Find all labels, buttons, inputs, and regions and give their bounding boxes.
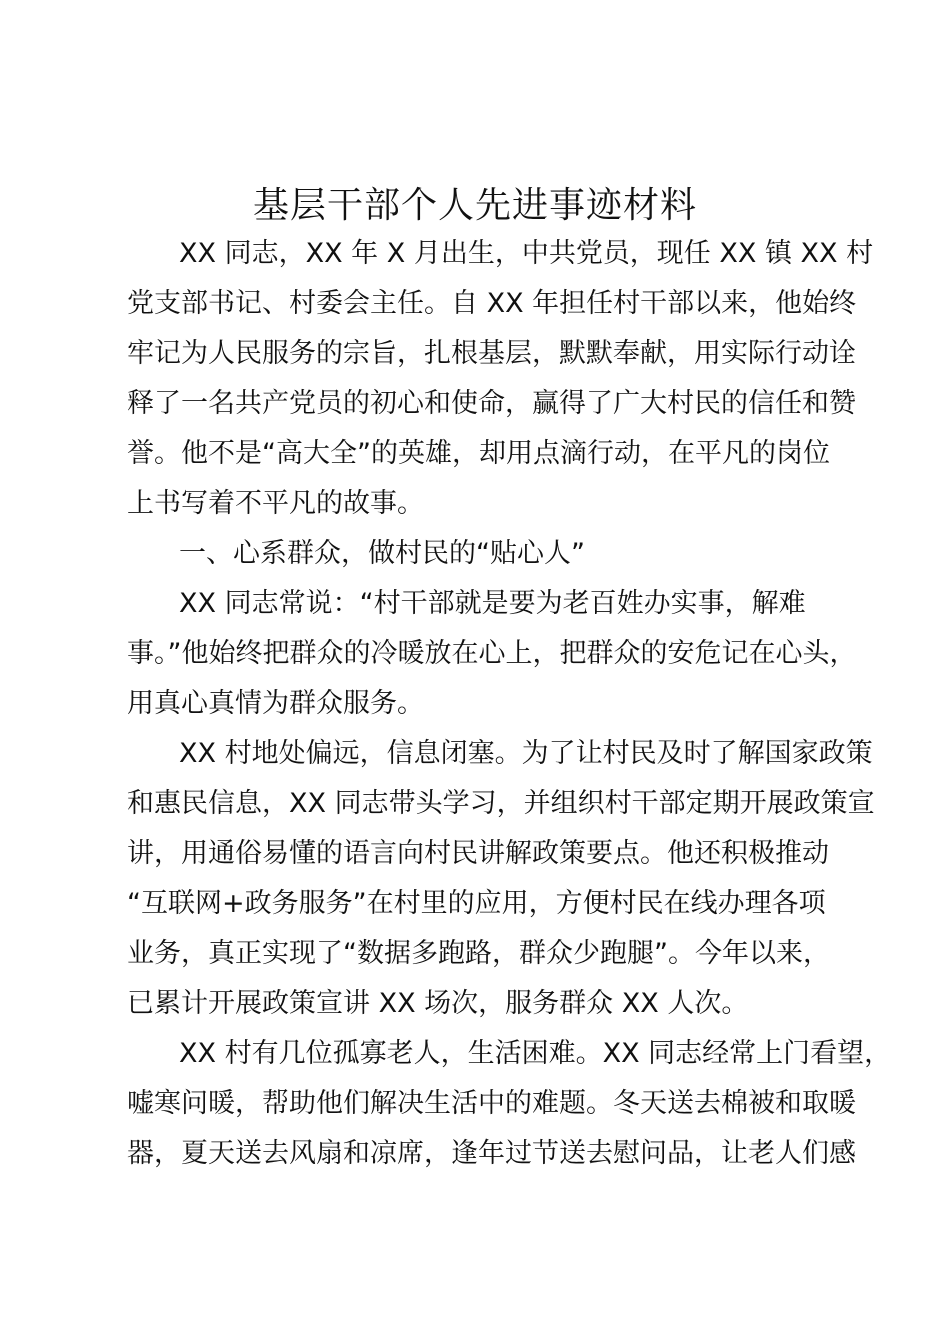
document-title: 基层干部个人先进事迹材料 — [252, 185, 697, 226]
paragraph-line: 牢记为人民服务的宗旨，扎根基层，默默奉献，用实际行动诠 — [127, 338, 856, 369]
paragraph-line: 党支部书记、村委会主任。自 XX 年担任村干部以来，他始终 — [127, 288, 857, 319]
paragraph-line: XX 同志，XX 年 X 月出生，中共党员，现任 XX 镇 XX 村 — [179, 238, 874, 269]
paragraph-line: “互联网+政务服务”在村里的应用，方便村民在线办理各项 — [127, 888, 826, 919]
section-heading: 一、心系群众，做村民的“贴心人” — [179, 538, 585, 569]
paragraph-line: 上书写着不平凡的故事。 — [127, 488, 424, 519]
paragraph-line: XX 村地处偏远，信息闭塞。为了让村民及时了解国家政策 — [179, 738, 873, 769]
paragraph-line: 誉。他不是“高大全”的英雄，却用点滴行动，在平凡的岗位 — [127, 438, 830, 469]
paragraph-line: 释了一名共产党员的初心和使命，赢得了广大村民的信任和赞 — [127, 388, 856, 419]
paragraph-line: 事。”他始终把群众的冷暖放在心上，把群众的安危记在心头， — [127, 638, 857, 669]
paragraph-line: 和惠民信息，XX 同志带头学习，并组织村干部定期开展政策宣 — [127, 788, 875, 819]
paragraph-line: 用真心真情为群众服务。 — [127, 688, 424, 719]
paragraph-line: 业务，真正实现了“数据多跑路，群众少跑腿”。今年以来， — [127, 938, 830, 969]
paragraph-line: 讲，用通俗易懂的语言向村民讲解政策要点。他还积极推动 — [127, 838, 829, 869]
paragraph-line: 嘘寒问暖，帮助他们解决生活中的难题。冬天送去棉被和取暖 — [127, 1088, 856, 1119]
paragraph-line: 器，夏天送去风扇和凉席，逢年过节送去慰问品，让老人们感 — [127, 1138, 856, 1169]
paragraph-line: 已累计开展政策宣讲 XX 场次，服务群众 XX 人次。 — [127, 988, 749, 1019]
paragraph-line: XX 村有几位孤寡老人，生活困难。XX 同志经常上门看望， — [179, 1038, 892, 1069]
paragraph-line: XX 同志常说：“村干部就是要为老百姓办实事，解难 — [179, 588, 806, 619]
